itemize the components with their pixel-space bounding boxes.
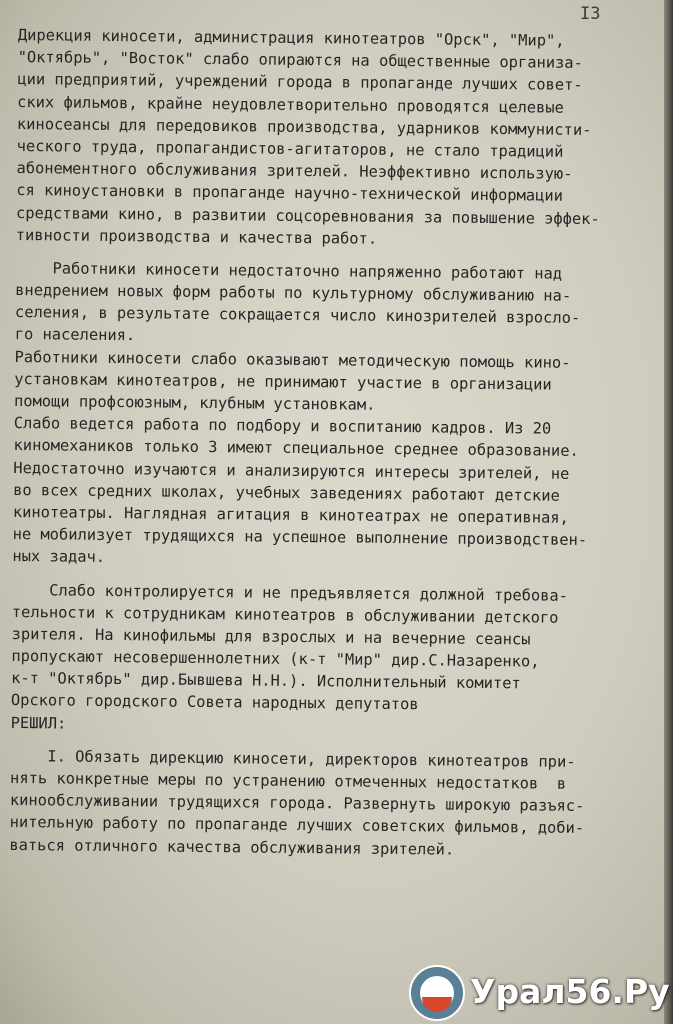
- text-line: установкам кинотеатров, не принимают участие в организации: [14, 369, 552, 394]
- text-line: зрителя. На кинофильмы для взрослых и на вечерние сеансы: [11, 624, 531, 649]
- text-line: селения, в результате сокращается число кинозрителей взросло-: [14, 303, 581, 328]
- ural56-logo-icon: [408, 964, 466, 1022]
- text-line: нительную работу по пропаганде лучших советских фильмов, доби-: [9, 813, 585, 838]
- text-line: Работники киносети слабо оказывают методическую помощь кино-: [14, 347, 571, 372]
- text-line: кинообслуживании трудящихся города. Развернуть широкую разъяс-: [9, 791, 585, 816]
- text-line: во всех средних школах, учебных заведениях работают детские: [13, 480, 560, 505]
- page-edge-shadow: [664, 0, 673, 1024]
- text-line: "Октябрь", "Восток" слабо опираются на общественные организа-: [17, 48, 583, 73]
- text-line: помощи профсоюзным, клубным установкам.: [13, 391, 376, 414]
- text-line: кинотеатры. Наглядная агитация в кинотеатрах не оперативная,: [12, 502, 569, 527]
- text-line: Работники киносети недостаточно напряженно работают над: [15, 258, 563, 283]
- text-line: киномехаников только 3 имеют специальное среднее образование.: [13, 436, 579, 461]
- text-line: средствами кино, в развитии соцсоревнования за повышение эффек-: [15, 203, 600, 228]
- text-line: ся киноустановки в пропаганде научно-технической информации: [16, 181, 564, 206]
- text-line: тивности производства и качества работ.: [15, 225, 378, 248]
- text-line: ческого труда, пропагандистов-агитаторов, не стало традиций: [16, 136, 564, 161]
- text-line: Слабо ведется работа по подбору и воспитанию кадров. Из 20: [13, 414, 552, 438]
- text-line: абонементного обслуживания зрителей. Неэффективно использую-: [16, 159, 573, 183]
- text-line: I. Обязать дирекцию киносети, директоров кинотеатров при-: [10, 746, 576, 771]
- text-line: Дирекция киносети, администрация кинотеатров "Орск", "Мир",: [17, 25, 565, 50]
- text-line: к-т "Октябрь" дир.Бывшева Н.Н.). Исполнительный комитет: [11, 669, 521, 693]
- text-line: киносеансы для передовиков производства, ударников коммунисти-: [16, 114, 592, 139]
- text-line: ваться отличного качества обслуживания зрителей.: [9, 835, 455, 859]
- page-number: I3: [580, 4, 601, 24]
- text-line: Слабо контролируется и не предъявляется должной требова-: [11, 580, 569, 605]
- text-line: тельности к сотрудникам кинотеатров в обслуживании детского: [11, 602, 559, 627]
- watermark: [408, 964, 668, 1022]
- text-line: внедрением новых форм работы по культурному обслуживанию на-: [15, 281, 572, 305]
- text-line: не мобилизует трудящихся на успешное выполнение производствен-: [12, 525, 588, 550]
- text-line: ских фильмов, крайне неудовлетворительно проводятся целевые: [17, 92, 564, 117]
- typewritten-text: [9, 24, 666, 862]
- text-line: РЕШИЛ:: [10, 713, 67, 733]
- text-line: Орского городского Совета народных депутатов: [10, 691, 419, 714]
- text-line: нять конкретные меры по устранению отмеченных недостатков в: [10, 768, 567, 793]
- watermark-text: Урал56.Ру: [470, 972, 670, 1011]
- text-line: ных задач.: [12, 547, 106, 567]
- text-line: Недостаточно изучаются и анализируются интересы зрителей, не: [13, 458, 570, 483]
- text-line: ции предприятий, учреждений города в пропаганде лучших совет-: [17, 70, 583, 95]
- text-line: го населения.: [14, 325, 136, 345]
- text-line: пропускают несовершеннолетних (к-т "Мир" дир.С.Назаренко,: [11, 647, 540, 671]
